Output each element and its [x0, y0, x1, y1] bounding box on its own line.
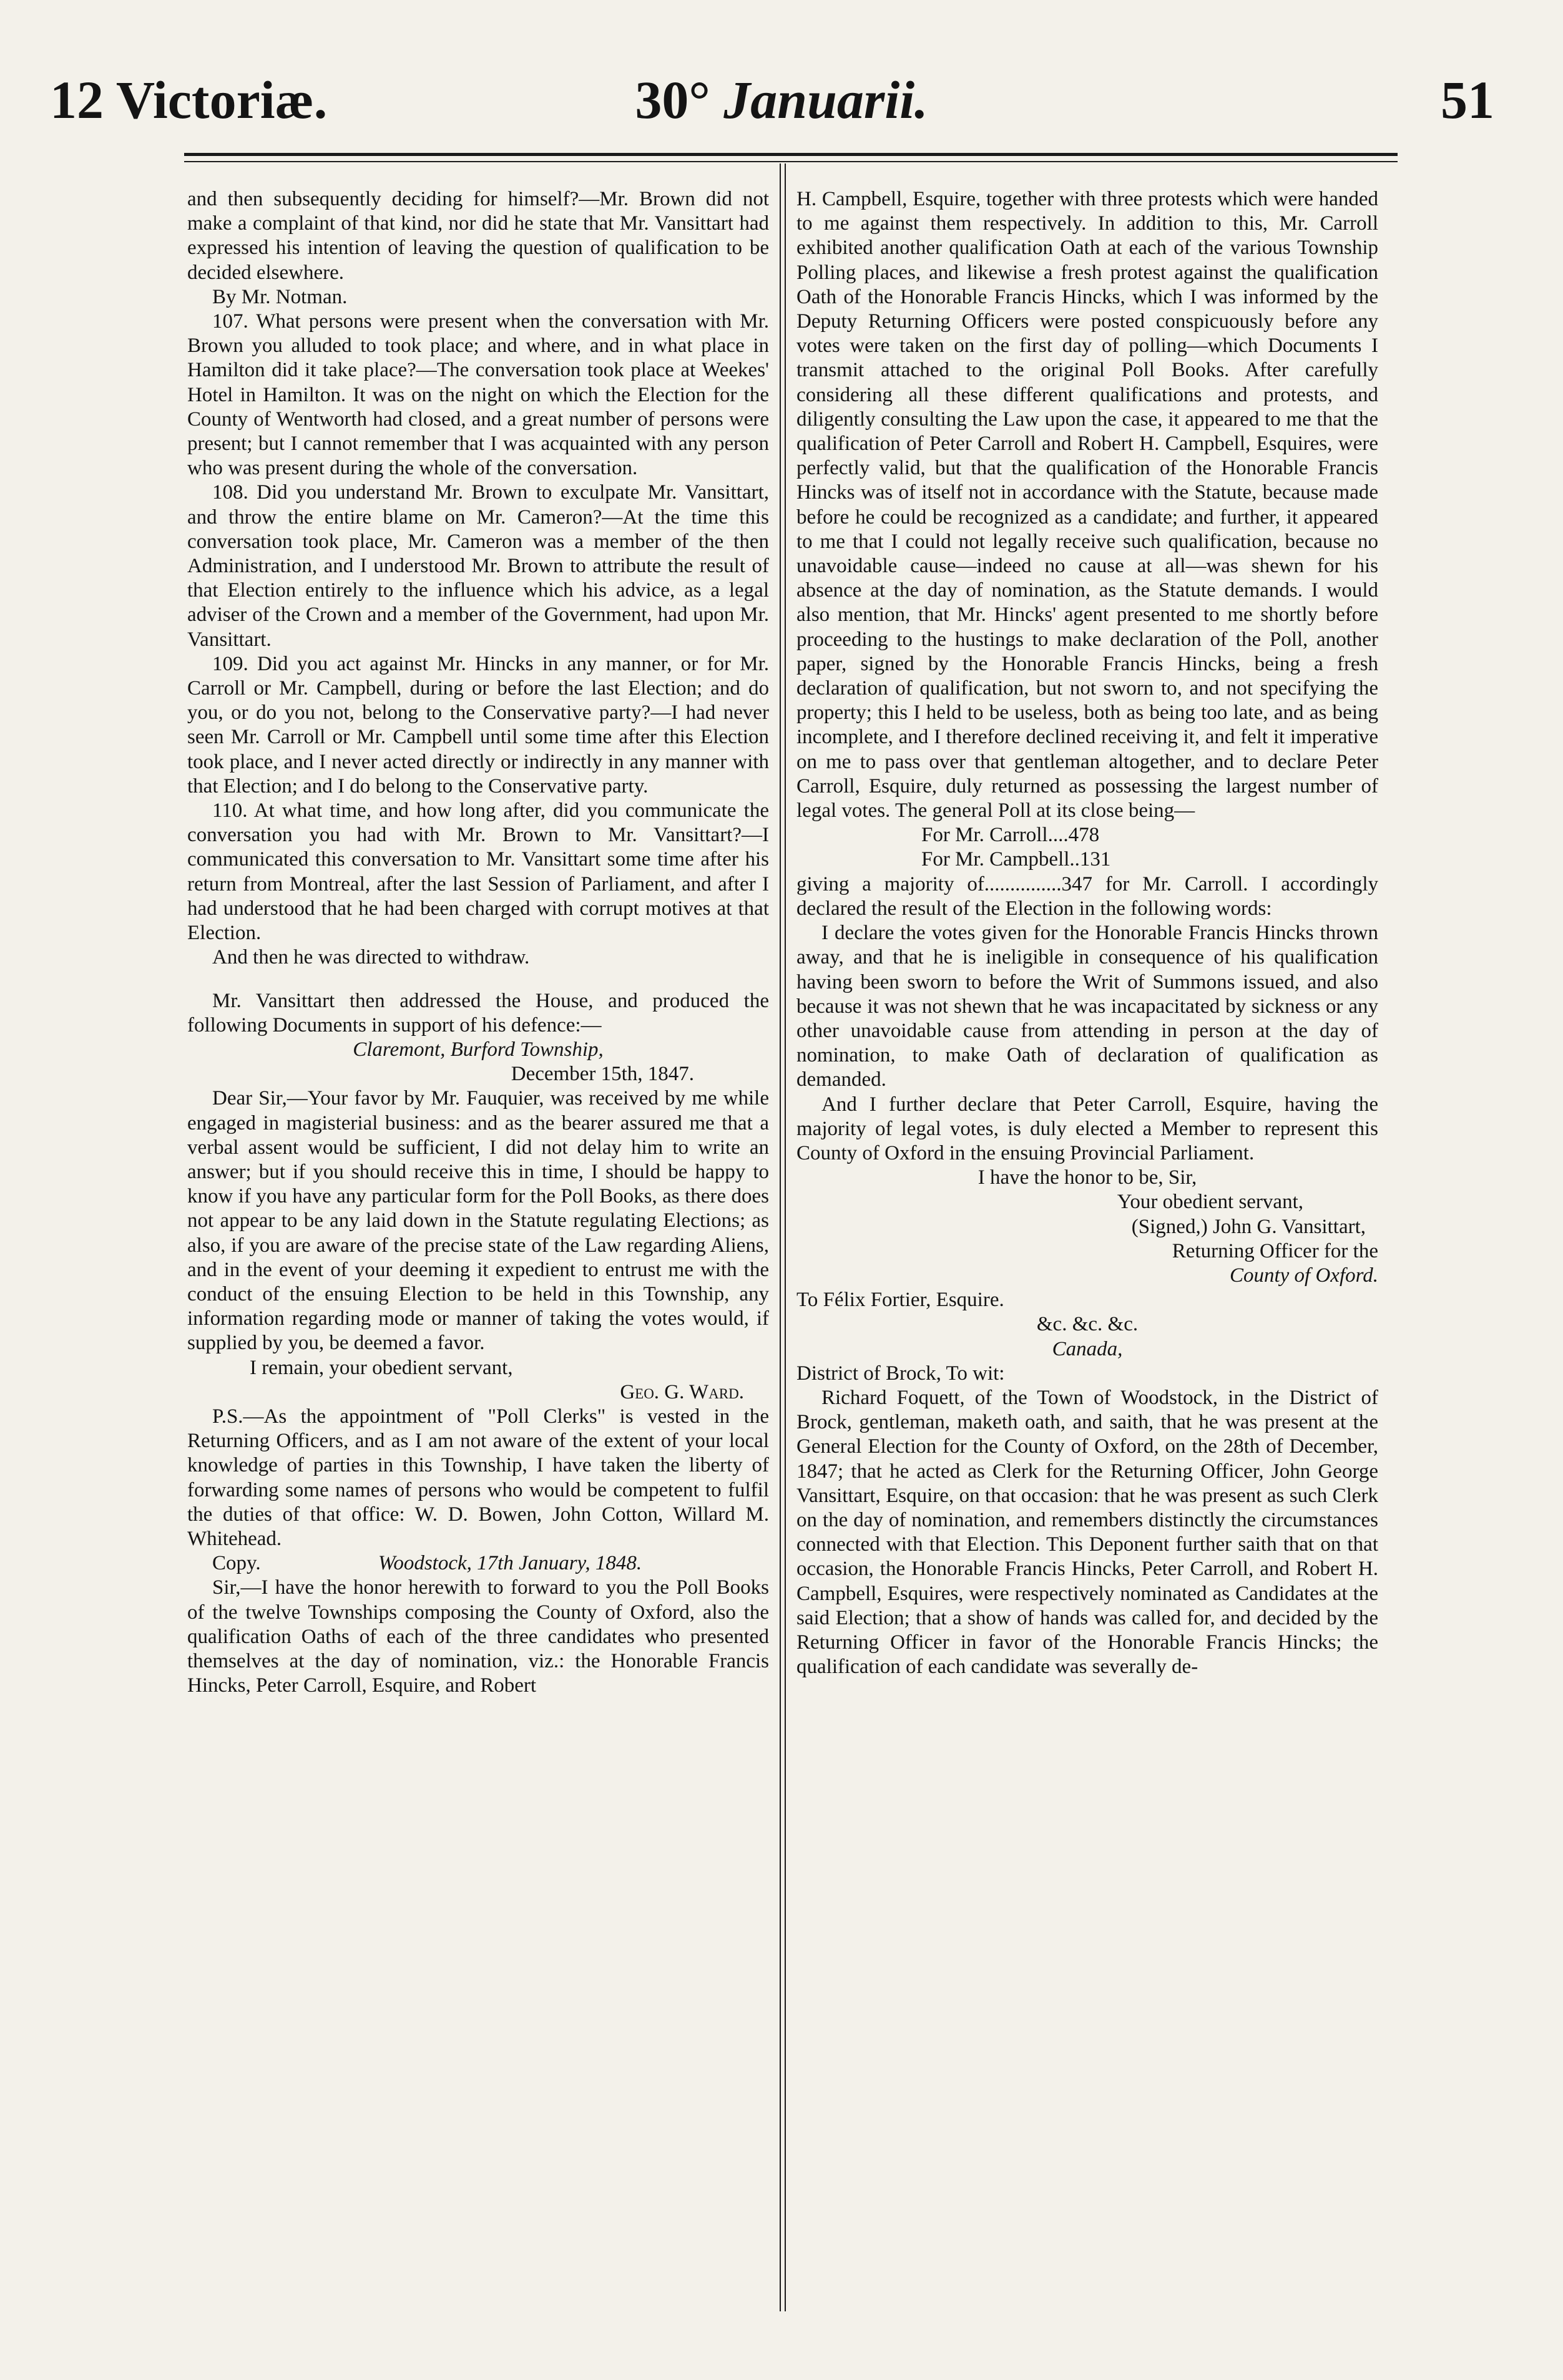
declaration-2: And I further declare that Peter Carroll, Esquire, having the majority of legal votes, is duly elected a Member to represent this County of Oxford in the ensuing Provincial Parliament.: [796, 1093, 1378, 1164]
copy-line: [187, 1551, 769, 1576]
left-column: [187, 187, 769, 2311]
letter-date: December 15th, 1847.: [511, 1063, 694, 1086]
question-107: 107. What persons were present when the conversation with Mr. Brown you alluded to took place; and where, and in what place in Hamilton did it take place?—The conversation took place at Weekes' Hotel in Hamilton. It was on the night on which the Election for the County of Wentworth had closed, and a great number of persons were present; but I cannot remember that I was acquainted with any person who was present during the whole of the conversation.: [187, 310, 769, 480]
date-day: 30°: [635, 70, 710, 130]
withdraw-line: And then he was directed to withdraw.: [212, 946, 530, 969]
poll-campbell: For Mr. Campbell..131: [921, 848, 1111, 871]
header-rule-thick: [184, 153, 1398, 156]
letter-place: Claremont, Burford Township,: [353, 1038, 604, 1061]
district-line: District of Brock, To wit:: [796, 1362, 1005, 1385]
office-line-2: County of Oxford.: [1229, 1264, 1378, 1287]
signed-line: (Signed,) John G. Vansittart,: [1131, 1215, 1366, 1238]
page-header: [44, 69, 1519, 144]
question-110: 110. At what time, and how long after, did you communicate the conversation you had with Mr. Brown to Mr. Vansittart?—I communicated this conversation to Mr. Vansittart some time after his return from Montreal, after the last Session of Parliament, and after I had understood that he had been charged with corrupt motives at that Election.: [187, 799, 769, 945]
sir-paragraph: Sir,—I have the honor herewith to forward to you the Poll Books of the twelve Townships composing the County of Oxford, also the qualification Oaths of each of the three candidates who presented themselves at the day of nomination, viz.: the Honorable Francis Hincks, Peter Carroll, Esquire, and Robert: [187, 1576, 769, 1697]
office-line-1: Returning Officer for the: [1172, 1239, 1378, 1262]
postscript: P.S.—As the appointment of "Poll Clerks" is vested in the Returning Officers, and as I am not aware of the extent of your local knowledge of parties in this Township, I have taken the liberty of forwarding some names of persons who would be competent to fulfil the duties of that office: W. D. Bowen, John Cotton, Willard M. Whitehead.: [187, 1405, 769, 1550]
running-head-date: [44, 69, 1519, 131]
poll-carroll: For Mr. Carroll....478: [921, 824, 1100, 847]
affidavit-paragraph: Richard Foquett, of the Town of Woodstock, in the District of Brock, gentleman, maketh oath, and saith, that he was present at the General Election for the County of Oxford, on the 28th of December, 1847; that he acted as Clerk for the Returning Officer, John George Vansittart, Esquire, on that occasion: that he was present as such Clerk on the day of nomination, and remembers distinctly the circumstances connected with that Election. This Deponent further saith that on that occasion, the Honorable Francis Hincks, Peter Carroll, and Robert H. Campbell, Esquires, were respectively nominated as Candidates at the said Election; that a show of hands was called for, and decided by the Returning Officer in favor of the Honorable Francis Hincks; the qualification of each candidate was severally de-: [796, 1386, 1378, 1679]
running-head-left: 12 Victoriæ.: [50, 70, 328, 130]
letter-body: Dear Sir,—Your favor by Mr. Fauquier, was received by me while engaged in magisterial business: and as the bearer assured me that a verbal assent would be sufficient, I did not delay him to write an answer; but if you should receive this in time, I should be happy to know if you have any particular form for the Poll Books, as there does not appear to be any laid down in the Statute regulating Elections; as also, if you are aware of the precise state of the Law regarding Aliens, and in the event of your deeming it expedient to entrust me with the conduct of the ensuing Election to be held in this Township, any information regarding mode or manner of taking the votes would, if supplied by you, be deemed a favor.: [187, 1087, 769, 1355]
paragraph: and then subsequently deciding for himself?—Mr. Brown did not make a complaint of that kind, nor did he state that Mr. Vansittart had expressed his intention of leaving the question of qualification to be decided elsewhere.: [187, 188, 769, 284]
column-divider: [780, 163, 781, 2311]
letter-closing: I remain, your obedient servant,: [250, 1356, 513, 1379]
examiner-line: By Mr. Notman.: [212, 285, 348, 308]
majority-paragraph: giving a majority of...............347 for Mr. Carroll. I accordingly declared the result of the Election in the following words:: [796, 872, 1378, 920]
question-109: 109. Did you act against Mr. Hincks in any manner, or for Mr. Carroll or Mr. Campbell, during or before the last Election; and do you, or do you not, belong to the Conservative party?—I had never seen Mr. Carroll or Mr. Campbell until some time after this Election took place, and I never acted directly or indirectly in any manner with that Election; and I do belong to the Conservative party.: [187, 652, 769, 797]
right-column: [796, 187, 1378, 2311]
letter-signature: Geo. G. Ward.: [620, 1380, 744, 1403]
header-rule-thin: [184, 161, 1398, 162]
paragraph: H. Campbell, Esquire, together with three protests which were handed to me against them respectively. In addition to this, Mr. Carroll exhibited another qualification Oath at each of the various Township Polling places, and likewise a fresh protest against the qualification Oath of the Honorable Francis Hincks, which I was informed by the Deputy Returning Officers were posted conspicuously before any votes were taken on the first day of polling—which Documents I transmit attached to the original Poll Books. After carefully considering all these different qualifications and protests, and diligently consulting the Law upon the case, it appeared to me that the qualification of Peter Carroll and Robert H. Campbell, Esquires, were perfectly valid, but that the qualification of the Honorable Francis Hincks was of itself not in accordance with the Statute, because made before he could be recognized as a candidate; and further, it appeared to me that I could not legally receive such qualification, because no unavoidable cause—indeed no cause at all—was shewn for his absence at the day of nomination, as the Statute demands. I would also mention, that Mr. Hincks' agent presented to me shortly before proceeding to the hustings to make declaration of the Poll, another paper, signed by the Honorable Francis Hincks, being a fresh declaration of qualification, but not sworn to, and not specifying the property; this I held to be useless, both as being too late, and as being incomplete, and I therefore declined receiving it, and felt it imperative on me to pass over that gentleman altogether, and to declare Peter Carroll, Esquire, duly returned as possessing the largest number of legal votes. The general Poll at its close being—: [796, 188, 1378, 822]
copy-label: Copy.: [212, 1552, 261, 1575]
canada-line: Canada,: [1052, 1337, 1123, 1360]
date-month: Januarii.: [723, 70, 928, 130]
etc-line: &c. &c. &c.: [1036, 1313, 1139, 1336]
honor-line: I have the honor to be, Sir,: [977, 1166, 1197, 1189]
spacer: [187, 970, 769, 989]
copy-place: Woodstock, 17th January, 1848.: [378, 1552, 642, 1575]
column-divider: [785, 163, 786, 2311]
question-108: 108. Did you understand Mr. Brown to exculpate Mr. Vansittart, and throw the entire blame on Mr. Cameron?—At the time this conversation took place, Mr. Cameron was a member of the then Administration, and I understood Mr. Brown to attribute the result of that Election entirely to the influence which his advice, as a legal adviser of the Crown and a member of the Government, had upon Mr. Vansittart.: [187, 481, 769, 651]
declaration-1: I declare the votes given for the Honorable Francis Hincks thrown away, and that he is ineligible in consequence of his qualification having been sworn to before the Writ of Summons issued, and also because it was not shewn that he was incapacitated by sickness or any other unavoidable cause from attending in person at the day of nomination, to make Oath of declaration of qualification as demanded.: [796, 922, 1378, 1091]
obedient-line: Your obedient servant,: [1117, 1191, 1303, 1214]
page-number: 51: [1441, 70, 1494, 130]
address-line: To Félix Fortier, Esquire.: [796, 1289, 1004, 1312]
addressed-paragraph: Mr. Vansittart then addressed the House, and produced the following Documents in support of his defence:—: [187, 989, 769, 1036]
